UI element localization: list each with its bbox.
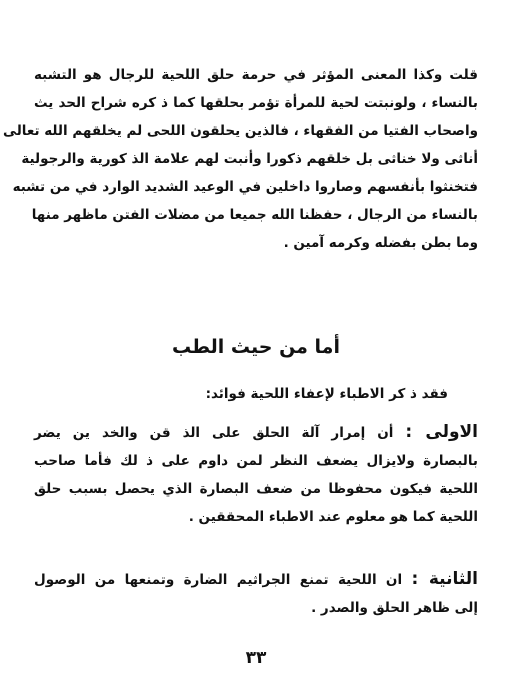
text-line: اللحية كما هو معلوم عند الاطباء المحققين . [188, 509, 478, 525]
text-line: اللحية فيكون محفوظا من ضعف البصارة الذي يحصل بسبب حلق [34, 481, 478, 497]
paragraph-second-benefit [34, 565, 478, 622]
text-line [34, 565, 478, 594]
intro-line: فقد ذ كر الاطباء لإعفاء اللحية فوائد: [205, 386, 448, 402]
paragraph-first-benefit [34, 418, 478, 531]
text-line: بالنساء من الرجال ، حفظنا الله جميعا من مضلات الفتن ماظهر منها [31, 207, 478, 223]
text-line: فتخنثوا بأنفسهم وصاروا داخلين في الوعيد الشديد الوارد في من تشبه [12, 179, 478, 195]
text-line [34, 418, 478, 447]
text-line: أناثى ولا خناثى بل خلقهم ذكورا وأنبت لهم علامة الذ كورية والرجولية [21, 151, 478, 167]
text-line: بالبصارة ولايزال يضعف النظر لمن داوم على ذ لك فأما صاحب [34, 453, 478, 469]
page-number: ٣٣ [245, 648, 267, 668]
text-line: بالنساء ، ولونبتت لحية للمرأة تؤمر بحلقها كما ذ كره شراح الحد يث [34, 95, 478, 111]
text-line: وما بطن بفضله وكرمه آمين . [283, 235, 478, 251]
benefit-lead-label: الثانية : [411, 569, 478, 589]
text-line: إلى ظاهر الحلق والصدر . [311, 600, 478, 616]
paragraph-hair-ruling [3, 61, 478, 257]
benefit-lead-label: الاولى : [405, 422, 479, 442]
intro-paragraph [34, 380, 474, 408]
text-line: قلت وكذا المعنى المؤثر في حرمة حلق اللحية للرجال هو التشبه [34, 67, 478, 83]
benefit-first-line-text: ان اللحية تمنع الجراثيم الضارة وتمنعها من الوصول [34, 572, 403, 588]
section-heading: أما من حيث الطب [172, 336, 340, 358]
text-line: واصحاب الفتيا من الفقهاء ، فالذين يحلقون اللحى لم يخلقهم الله تعالى [3, 123, 478, 139]
benefit-first-line-text: أن إمرار آلة الحلق على الذ قن والخد ين يضر [34, 425, 394, 441]
